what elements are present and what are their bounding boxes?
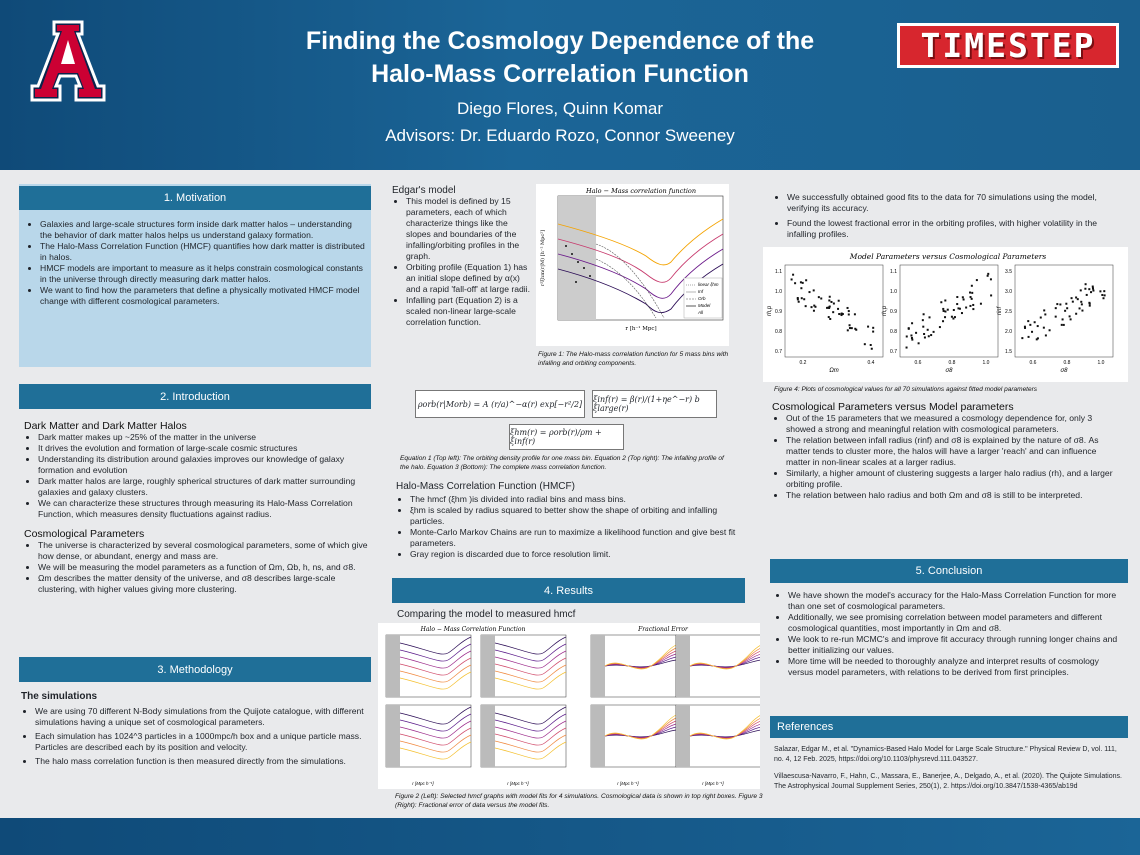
scatter-point: [800, 281, 802, 283]
scatter-point: [1045, 334, 1047, 336]
scatter-point: [818, 296, 820, 298]
scatter-point: [832, 311, 834, 313]
y-axis-label: rh,p: [882, 305, 888, 317]
scatter-point: [1055, 316, 1057, 318]
scatter-point: [1081, 310, 1083, 312]
list-item: • Understanding its distribution around galaxies improves our knowledge of galaxy formation and evolution: [38, 454, 372, 476]
y-tick-label: 3.0: [1005, 289, 1012, 295]
y-tick-label: 1.0: [775, 289, 782, 295]
scatter-point: [848, 310, 850, 312]
scatter-point: [1099, 290, 1101, 292]
title-line-2: Halo-Mass Correlation Function: [371, 60, 749, 88]
scatter-point: [976, 279, 978, 281]
scatter-point: [1092, 286, 1094, 288]
y-axis-label: rh,p: [767, 305, 773, 317]
scatter-point: [906, 335, 908, 337]
figures-2-3-caption: Figure 2 (Left): Selected hmcf graphs with model fits for 4 simulations. Cosmological data is shown in top right boxes. Figure 3 (Right): Fractional error of data versus the model fits.: [395, 793, 763, 809]
x-tick-label: 0.8: [1063, 360, 1071, 366]
scatter-point: [939, 326, 941, 328]
scatter-point: [1085, 283, 1087, 285]
scatter-point: [923, 313, 925, 315]
scatter-point: [1103, 290, 1105, 292]
title-line-1: Finding the Cosmology Dependence of the: [305, 27, 815, 55]
equation-caption: Equation 1 (Top left): The orbiting density profile for one mass bin. Equation 2 (Top right): The infalling profile of the halo. Equation 3 (Bottom): The complete mass correlation function.: [400, 455, 724, 471]
scatter-point: [801, 297, 803, 299]
list-item: • Ωm describes the matter density of the universe, and σ8 describes large-scale clustering, with higher values giving more clustering.: [38, 573, 372, 595]
scatter-point: [854, 328, 856, 330]
scatter-point: [809, 291, 811, 293]
scatter-point: [1063, 324, 1065, 326]
scatter-point: [942, 308, 944, 310]
poster-title: [260, 25, 860, 91]
scatter-point: [1089, 305, 1091, 307]
fig3-title: Fractional Error: [638, 626, 688, 633]
scatter-point: [1055, 307, 1057, 309]
scatter-point: [910, 334, 912, 336]
scatter-point: [953, 309, 955, 311]
scatter-point: [1070, 318, 1072, 320]
scatter-point: [918, 342, 920, 344]
scatter-point: [1079, 307, 1081, 309]
scatter-point: [802, 282, 804, 284]
scatter-point: [1066, 307, 1068, 309]
scatter-point: [1024, 327, 1026, 329]
subheading: Edgar's model: [392, 185, 456, 196]
scatter-point: [980, 303, 982, 305]
subheading: Cosmological Parameters versus Model parameters: [772, 401, 1014, 413]
reference-1: Salazar, Edgar M., et al. "Dynamics-Based Halo Model for Large Scale Structure." Physical Review D, vol. 111, no. 4, 12 Feb. 2025, https://doi.org/10.1103/physrevd.111.043527.: [774, 746, 1117, 763]
series-curve: [495, 707, 566, 724]
scatter-point: [828, 316, 830, 318]
fig1-xlabel: r [h⁻¹ Mpc]: [625, 326, 657, 332]
advisors: Advisors: Dr. Eduardo Rozo, Connor Sweeney: [385, 126, 735, 145]
y-tick-label: 1.1: [775, 269, 782, 275]
scatter-point: [1037, 325, 1039, 327]
subheading: Halo-Mass Correlation Function (HMCF): [396, 481, 575, 492]
scatter-point: [987, 275, 989, 277]
hmcf-section: [396, 481, 736, 560]
list-item: • Dark matter makes up ~25% of the matter in the universe: [38, 432, 372, 443]
scatter-point: [800, 287, 802, 289]
scatter-panel: [785, 265, 883, 357]
x-tick-label: 0.8: [948, 360, 956, 366]
figure-1-caption: Figure 1: The Halo-mass correlation function for 5 mass bins with infalling and orbiting components.: [538, 351, 729, 367]
y-tick-label: 1.5: [1005, 349, 1012, 355]
equation-2: ξinf(r) = β(r)/(1+ηe^−r) b ξlarge(r): [592, 390, 717, 418]
scatter-point: [1062, 318, 1064, 320]
scatter-point: [1081, 303, 1083, 305]
scatter-point: [791, 278, 793, 280]
scatter-point: [851, 327, 853, 329]
list-item: • Similarly, a higher amount of clustering suggests a larger halo radius (rh), and a larger orbiting profile.: [786, 468, 1122, 490]
scatter-point: [830, 301, 832, 303]
scatter-point: [972, 308, 974, 310]
scatter-point: [867, 326, 869, 328]
scatter-point: [1104, 294, 1106, 296]
scatter-point: [1043, 327, 1045, 329]
list-item: • The relation between halo radius and both Ωm and σ8 is still to be interpreted.: [786, 490, 1122, 501]
scatter-point: [971, 285, 973, 287]
scatter-panel: [900, 265, 998, 357]
y-tick-label: 1.1: [890, 269, 897, 275]
university-logo: [24, 20, 112, 102]
scatter-point: [872, 331, 874, 333]
scatter-point: [969, 305, 971, 307]
scatter-point: [947, 309, 949, 311]
figures-2-3: [378, 623, 760, 789]
scatter-point: [922, 326, 924, 328]
scatter-point: [956, 296, 958, 298]
scatter-point: [1028, 336, 1030, 338]
series-curve: [400, 637, 471, 654]
y-axis-label: rinf: [997, 306, 1003, 316]
fig2-xlabel-left: r [Mpc h⁻¹]: [412, 781, 434, 786]
x-tick-label: 1.0: [982, 360, 990, 366]
scatter-point: [829, 318, 831, 320]
results-heading: 4. Results: [392, 578, 745, 603]
resolution-limit-region: [676, 705, 690, 767]
fig3-xlabel-left: r [Mpc h⁻¹]: [617, 781, 639, 786]
resolution-limit-region: [591, 705, 605, 767]
scatter-point: [952, 318, 954, 320]
subheading: The simulations: [21, 691, 98, 702]
scatter-point: [1029, 324, 1031, 326]
list-item: • More time will be needed to thoroughly analyze and interpret results of cosmology versus model parameters, with relations to be derived from first principles.: [788, 656, 1124, 678]
list-item: • The halo mass correlation function is then measured directly from the simulations.: [35, 756, 371, 767]
scatter-point: [1086, 294, 1088, 296]
scatter-point: [923, 333, 925, 335]
scatter-point: [990, 294, 992, 296]
scatter-point: [871, 348, 873, 350]
list-item: • We look to re-run MCMC's and improve fit accuracy through running longer chains and better initializing our values.: [788, 634, 1124, 656]
motivation-heading: 1. Motivation: [19, 186, 371, 210]
x-tick-label: 0.4: [867, 360, 875, 366]
resolution-limit-region: [481, 705, 495, 767]
list-item: • Galaxies and large-scale structures form inside dark matter halos – understanding the behavior of dark matter halos helps us understand galaxy formation.: [40, 219, 366, 241]
authors: Diego Flores, Quinn Komar: [457, 99, 663, 118]
list-item: • The relation between infall radius (rinf) and σ8 is explained by the nature of σ8. As matter tends to cluster more, the halos will have a larger 'reach' and can influence matter in non-linear scales at a larger radius.: [786, 435, 1122, 468]
list-item: • It drives the evolution and formation of large-scale cosmic structures: [38, 443, 372, 454]
scatter-point: [1080, 301, 1082, 303]
scatter-point: [961, 312, 963, 314]
scatter-point: [1075, 313, 1077, 315]
scatter-point: [1037, 337, 1039, 339]
scatter-point: [1065, 303, 1067, 305]
fig1-legend-3: Model: [698, 303, 711, 308]
x-tick-label: 1.0: [1097, 360, 1105, 366]
scatter-point: [969, 292, 971, 294]
scatter-point: [987, 273, 989, 275]
cosmo-vs-model: [772, 401, 1122, 501]
scatter-point: [847, 307, 849, 309]
scatter-point: [1088, 302, 1090, 304]
scatter-point: [959, 308, 961, 310]
y-tick-label: 3.5: [1005, 269, 1012, 275]
list-item: • We have shown the model's accuracy for the Halo-Mass Correlation Function for more than one set of cosmological parameters.: [788, 590, 1124, 612]
scatter-point: [928, 335, 930, 337]
list-item: • Found the lowest fractional error in the orbiting profiles, with higher volatility in the infalling profiles.: [787, 218, 1123, 240]
motivation-list: [26, 219, 366, 307]
scatter-point: [1071, 297, 1073, 299]
scatter-point: [929, 316, 931, 318]
fig3-xlabel-right: r [Mpc h⁻¹]: [702, 781, 724, 786]
resolution-limit-region: [591, 635, 605, 697]
scatter-point: [849, 324, 851, 326]
series-curve: [690, 727, 760, 737]
list-item: • We will be measuring the model parameters as a function of Ωm, Ωb, h, ns, and σ8.: [38, 562, 372, 573]
scatter-point: [1102, 297, 1104, 299]
scatter-point: [794, 282, 796, 284]
list-item: • Gray region is discarded due to force resolution limit.: [410, 549, 736, 560]
scatter-point: [805, 279, 807, 281]
poster-footer: [0, 818, 1140, 855]
scatter-point: [1056, 303, 1058, 305]
references-list: [774, 745, 1124, 791]
list-item: • The hmcf (ξhm )is divided into radial bins and mass bins.: [410, 494, 736, 505]
list-item: • We successfully obtained good fits to the data for 70 simulations using the model, verifying its accuracy.: [787, 192, 1123, 214]
x-axis-label: σ8: [1060, 368, 1068, 374]
x-tick-label: 0.2: [799, 360, 807, 366]
equation-1: ρorb(r|Morb) = A (r/a)^−α(r) exp[−r²/2]: [415, 390, 585, 418]
scatter-point: [828, 299, 830, 301]
scatter-point: [1027, 320, 1029, 322]
list-item: • The Halo-Mass Correlation Function (HMCF) quantifies how dark matter is distributed in halos.: [40, 241, 366, 263]
list-item: • Additionally, we see promising correlation between model parameters and different cosmological quantities, most importantly in Ωm and σ8.: [788, 612, 1124, 634]
methodology-body: [21, 691, 371, 767]
scatter-point: [1080, 289, 1082, 291]
y-tick-label: 2.5: [1005, 309, 1012, 315]
scatter-point: [943, 310, 945, 312]
y-tick-label: 0.9: [890, 309, 897, 315]
scatter-point: [963, 298, 965, 300]
figure-1: [536, 184, 729, 346]
scatter-point: [792, 274, 794, 276]
scatter-point: [1043, 309, 1045, 311]
scatter-point: [915, 332, 917, 334]
scatter-point: [854, 313, 856, 315]
scatter-point: [956, 303, 958, 305]
scatter-point: [872, 327, 874, 329]
introduction-body: [24, 420, 372, 595]
scatter-point: [922, 319, 924, 321]
results-points: [773, 192, 1123, 240]
y-tick-label: 0.8: [890, 329, 897, 335]
scatter-point: [908, 328, 910, 330]
fig1-title: Halo − Mass correlation function: [585, 187, 697, 195]
list-item: • We are using 70 different N-Body simulations from the Quijote catalogue, with different simulations having a unique set of cosmological parameters.: [35, 706, 371, 728]
scatter-point: [813, 310, 815, 312]
y-tick-label: 0.7: [890, 349, 897, 355]
fig1-legend-4: All: [698, 310, 704, 315]
scatter-point: [1072, 301, 1074, 303]
scatter-point: [1075, 296, 1077, 298]
introduction-heading: 2. Introduction: [19, 384, 371, 409]
scatter-point: [838, 313, 840, 315]
scatter-point: [944, 316, 946, 318]
scatter-point: [942, 320, 944, 322]
list-item: • Monte-Carlo Markov Chains are run to maximize a likelihood function and give best fit parameters.: [410, 527, 736, 549]
resolution-limit-region: [386, 705, 400, 767]
scatter-point: [803, 298, 805, 300]
scatter-point: [1092, 290, 1094, 292]
scatter-point: [848, 313, 850, 315]
fig2-title: Halo − Mass Correlation Function: [420, 626, 526, 633]
scatter-point: [1044, 313, 1046, 315]
scatter-point: [811, 306, 813, 308]
scatter-point: [971, 298, 973, 300]
scatter-point: [944, 299, 946, 301]
resolution-limit-region: [386, 635, 400, 697]
list-item: • This model is defined by 15 parameters, each of which characterize things like the slopes and boundaries of the infalling/orbiting profiles in the graph.: [406, 196, 534, 262]
scatter-point: [940, 301, 942, 303]
resolution-limit-region: [481, 635, 495, 697]
methodology-heading: 3. Methodology: [19, 657, 371, 682]
scatter-point: [930, 334, 932, 336]
scatter-point: [1069, 315, 1071, 317]
reference-2: Villaescusa-Navarro, F., Hahn, C., Massara, E., Banerjee, A., Delgado, A., et al. (2020). The Quijote Simulations. The Astrophysical Journal Supplement Series, 250(1), 2. https://doi.org/10.3847/1538-4365/ab19d: [774, 773, 1122, 790]
conclusion-list: [774, 590, 1124, 678]
series-curve: [690, 657, 760, 667]
subheading: Cosmological Parameters: [24, 528, 145, 540]
scatter-point: [911, 339, 913, 341]
y-tick-label: 0.9: [775, 309, 782, 315]
scatter-point: [1088, 288, 1090, 290]
scatter-point: [849, 327, 851, 329]
scatter-point: [837, 308, 839, 310]
fig1-ylabel: r²ξhm(r|M) [h⁻² Mpc²]: [540, 229, 546, 287]
series-curve: [495, 637, 566, 654]
scatter-point: [970, 296, 972, 298]
fig1-legend-0: linear ξhm: [698, 282, 719, 287]
y-tick-label: 2.0: [1005, 329, 1012, 335]
scatter-point: [1049, 329, 1051, 331]
scatter-point: [829, 296, 831, 298]
figure-4-caption: Figure 4: Plots of cosmological values for all 70 simulations against fitted model parameters: [774, 386, 1038, 393]
scatter-point: [820, 297, 822, 299]
fig4-title: Model Parameters versus Cosmological Parameters: [849, 252, 1047, 261]
list-item: • HMCF models are important to measure as it helps constrain cosmological constants in the universe through directly measuring dark matter halos.: [40, 263, 366, 285]
scatter-point: [1034, 321, 1036, 323]
list-item: • Infalling part (Equation 2) is a scaled non-linear large-scale correlation function.: [406, 295, 534, 328]
list-item: • ξhm is scaled by radius squared to better show the shape of orbiting and infalling particles.: [410, 505, 736, 527]
scatter-point: [924, 336, 926, 338]
scatter-point: [927, 329, 929, 331]
fig1-legend-2: Orb: [698, 296, 706, 301]
edgar-model: [392, 185, 534, 328]
scatter-point: [838, 300, 840, 302]
list-item: • Out of the 15 parameters that we measured a cosmology dependence for, only 3 showed a strong and meaningful relation with cosmological parameters.: [786, 413, 1122, 435]
scatter-point: [829, 306, 831, 308]
subheading: Dark Matter and Dark Matter Halos: [24, 420, 187, 432]
references-heading: References: [770, 716, 1128, 738]
scatter-point: [833, 303, 835, 305]
list-item: • We want to find how the parameters that define a physically motivated HMCF model change with different cosmological parameters.: [40, 285, 366, 307]
resolution-limit-region: [676, 635, 690, 697]
figure-4: [763, 247, 1128, 382]
scatter-point: [990, 278, 992, 280]
scatter-point: [864, 343, 866, 345]
scatter-point: [971, 292, 973, 294]
x-axis-label: Ωm: [829, 368, 839, 374]
scatter-point: [813, 305, 815, 307]
equation-3: ξhm(r) = ρorb(r)/ρm + ξinf(r): [509, 424, 624, 450]
scatter-point: [841, 314, 843, 316]
badge-text: TIMESTEP: [920, 26, 1096, 65]
scatter-point: [1092, 287, 1094, 289]
y-tick-label: 0.8: [775, 329, 782, 335]
y-tick-label: 0.7: [775, 349, 782, 355]
scatter-point: [906, 347, 908, 349]
scatter-point: [1059, 303, 1061, 305]
scatter-point: [870, 344, 872, 346]
scatter-point: [972, 304, 974, 306]
x-axis-label: σ8: [945, 368, 953, 374]
scatter-point: [933, 331, 935, 333]
fig2-xlabel-right: r [Mpc h⁻¹]: [507, 781, 529, 786]
scatter-point: [1101, 294, 1103, 296]
scatter-point: [944, 311, 946, 313]
scatter-point: [813, 289, 815, 291]
fig1-legend-1: Inf: [698, 289, 704, 294]
scatter-point: [1064, 310, 1066, 312]
y-tick-label: 1.0: [890, 289, 897, 295]
scatter-point: [797, 298, 799, 300]
scatter-point: [798, 301, 800, 303]
list-item: • We can characterize these structures through measuring its Halo-Mass Correlation Function, which measures density fluctuations against radius.: [38, 498, 372, 520]
scatter-point: [911, 322, 913, 324]
scatter-point: [1090, 291, 1092, 293]
list-item: • Dark matter halos are large, roughly spherical structures of dark matter surrounding galaxies and galaxy clusters.: [38, 476, 372, 498]
scatter-point: [1061, 324, 1063, 326]
scatter-point: [805, 305, 807, 307]
list-item: • Orbiting profile (Equation 1) has an initial slope defined by α(x) and a rapid 'fall-off' at large radii.: [406, 262, 534, 295]
conclusion-heading: 5. Conclusion: [770, 559, 1128, 583]
scatter-point: [951, 316, 953, 318]
scatter-point: [965, 307, 967, 309]
scatter-point: [1031, 331, 1033, 333]
scatter-point: [847, 329, 849, 331]
x-tick-label: 0.6: [1029, 360, 1037, 366]
scatter-point: [1084, 288, 1086, 290]
scatter-point: [1040, 317, 1042, 319]
results-subheading: Comparing the model to measured hmcf: [397, 609, 576, 620]
timestep-badge: [897, 23, 1119, 68]
scatter-panel: [1015, 265, 1113, 357]
list-item: • Each simulation has 1024^3 particles in a 1000mpc/h box and a unique particle mass. Particles are described each by its position and velocity.: [35, 731, 371, 753]
series-curve: [400, 707, 471, 724]
x-tick-label: 0.6: [914, 360, 922, 366]
scatter-point: [962, 296, 964, 298]
scatter-point: [1021, 337, 1023, 339]
list-item: • The universe is characterized by several cosmological parameters, some of which give how dense, or abundant, energy and mass are.: [38, 540, 372, 562]
